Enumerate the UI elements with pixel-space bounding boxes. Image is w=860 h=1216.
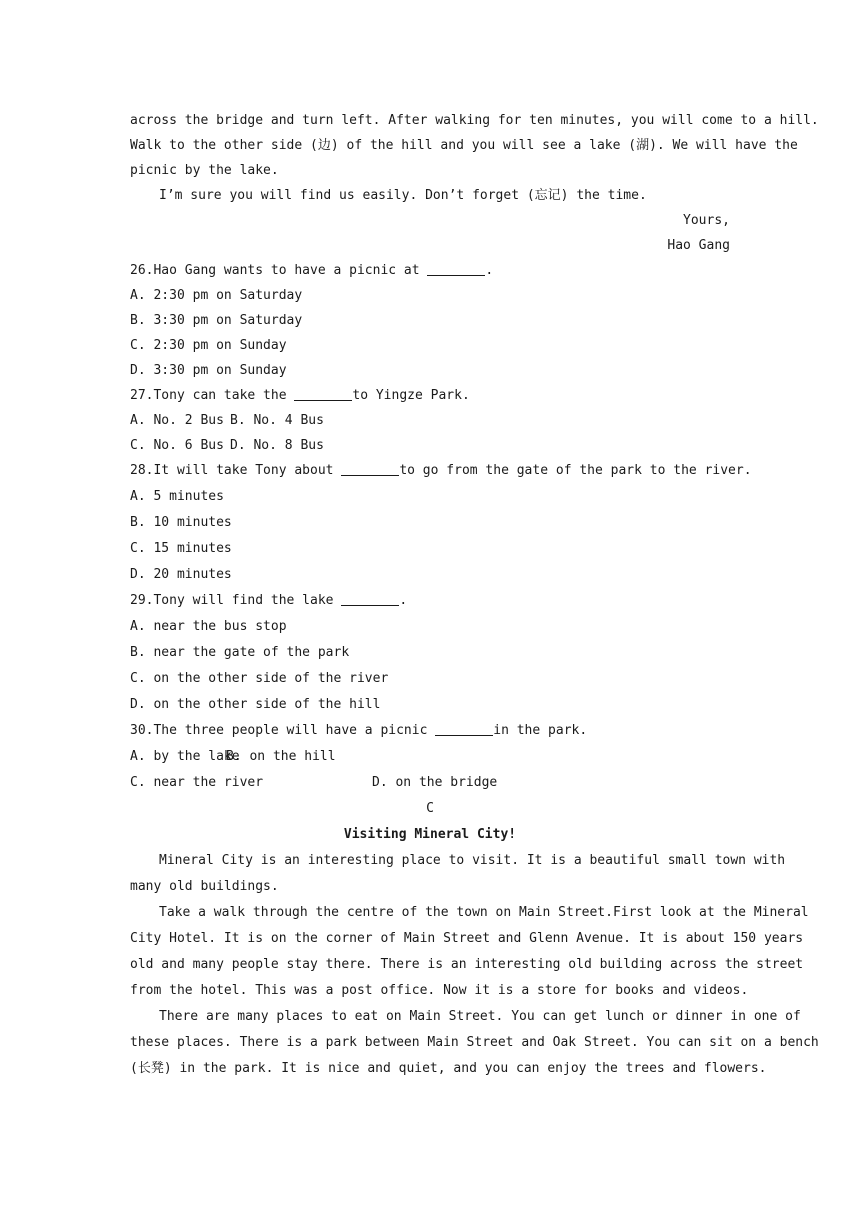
passage-line: Walk to the other side (边) of the hill and you will see a lake (湖). We will have the	[130, 138, 798, 153]
option-b: B. No. 4 Bus	[230, 413, 324, 428]
option-a: A. 5 minutes	[130, 489, 224, 504]
paragraph-line: City Hotel. It is on the corner of Main Street and Glenn Avenue. It is about 150 years	[130, 931, 804, 946]
option-d: D. 20 minutes	[130, 567, 232, 582]
letter-signature: Hao Gang	[667, 238, 730, 253]
options-row	[130, 744, 730, 770]
answer-blank	[435, 722, 493, 736]
option-d: D. on the other side of the hill	[130, 697, 381, 712]
option-b: B. on the hill	[226, 749, 336, 764]
passage-line: across the bridge and turn left. After walking for ten minutes, you will come to a hill.	[130, 113, 819, 128]
passage-line: picnic by the lake.	[130, 163, 279, 178]
option-a: A. near the bus stop	[130, 619, 287, 634]
option-a: A. by the lake	[130, 749, 240, 764]
letter-closing: Yours,	[683, 213, 730, 228]
question-30	[130, 718, 730, 744]
paragraph-line: old and many people stay there. There is an interesting old building across the street	[130, 957, 804, 972]
options-row	[130, 433, 730, 458]
answer-blank	[294, 387, 352, 401]
question-28	[130, 458, 752, 484]
option-c: C. 15 minutes	[130, 541, 232, 556]
section-title: Visiting Mineral City!	[343, 827, 517, 842]
page-content	[130, 108, 819, 1082]
paragraph-line: these places. There is a park between Main Street and Oak Street. You can sit on a bench	[130, 1035, 819, 1050]
option-d: D. No. 8 Bus	[230, 438, 324, 453]
paragraph-line: many old buildings.	[130, 879, 279, 894]
section-letter: C	[426, 801, 434, 816]
question-stem: 29.Tony will find the lake	[130, 593, 342, 608]
question-stem: 30.The three people will have a picnic	[130, 723, 436, 738]
option-c: C. near the river	[130, 775, 264, 790]
question-stem-end: in the park.	[493, 723, 588, 738]
question-stem: 28.It will take Tony about	[130, 463, 342, 478]
option-a: A. No. 2 Bus	[130, 413, 224, 428]
question-stem-end: to go from the gate of the park to the river.	[399, 463, 752, 478]
option-b: B. 10 minutes	[130, 515, 232, 530]
paragraph-line: from the hotel. This was a post office. Now it is a store for books and videos.	[130, 983, 749, 998]
option-b: B. near the gate of the park	[130, 645, 350, 660]
option-c: C. on the other side of the river	[130, 671, 389, 686]
option-c: C. 2:30 pm on Sunday	[130, 338, 287, 353]
question-26	[130, 258, 730, 283]
question-stem: 26.Hao Gang wants to have a picnic at	[130, 263, 428, 278]
question-stem-end: to Yingze Park.	[352, 388, 470, 403]
question-stem-end: .	[485, 263, 494, 278]
question-29	[130, 588, 730, 614]
option-a: A. 2:30 pm on Saturday	[130, 288, 303, 303]
passage-line: I’m sure you will find us easily. Don’t forget (忘记) the time.	[159, 188, 647, 203]
option-d: D. 3:30 pm on Sunday	[130, 363, 287, 378]
option-c: C. No. 6 Bus	[130, 438, 224, 453]
paragraph-line: There are many places to eat on Main Street. You can get lunch or dinner in one of	[159, 1009, 801, 1024]
answer-blank	[341, 462, 399, 476]
options-row	[130, 408, 730, 433]
question-stem-end: .	[399, 593, 408, 608]
option-d: D. on the bridge	[372, 775, 498, 790]
paragraph-line: Mineral City is an interesting place to visit. It is a beautiful small town with	[159, 853, 786, 868]
answer-blank	[427, 262, 485, 276]
question-27	[130, 383, 730, 408]
option-b: B. 3:30 pm on Saturday	[130, 313, 303, 328]
options-row	[130, 770, 730, 796]
question-stem: 27.Tony can take the	[130, 388, 295, 403]
answer-blank	[341, 592, 399, 606]
paragraph-line: (长凳) in the park. It is nice and quiet, and you can enjoy the trees and flowers.	[130, 1061, 767, 1076]
paragraph-line: Take a walk through the centre of the town on Main Street.First look at the Mineral	[159, 905, 809, 920]
